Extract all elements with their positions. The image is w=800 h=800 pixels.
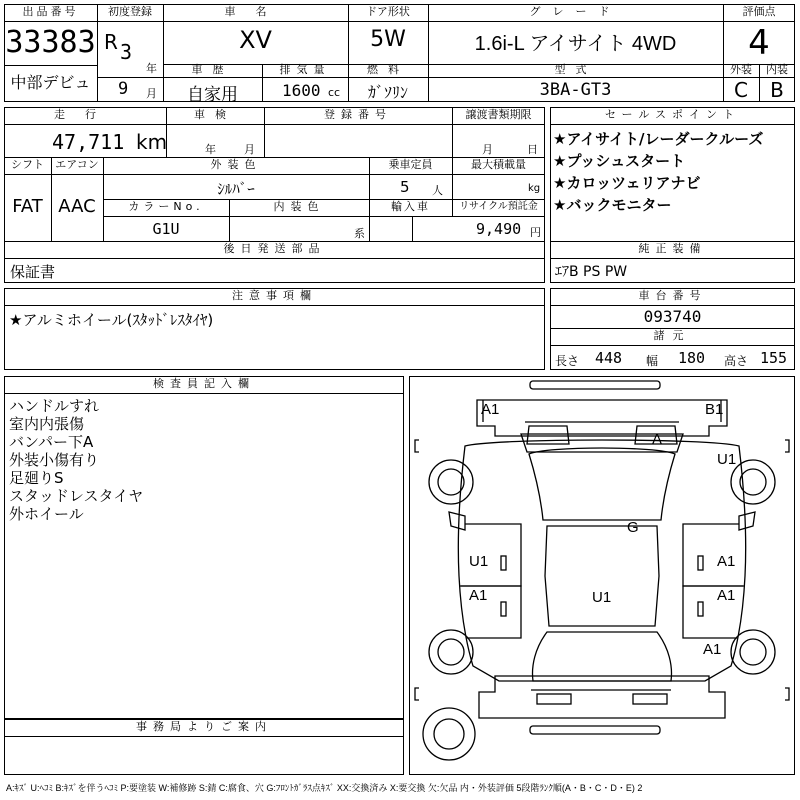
door-label: ドア形状 (366, 5, 410, 18)
transfer-day-unit: 日 (527, 143, 538, 156)
mark-u1-right-fender: U1 (717, 451, 737, 468)
import-label: 輸入車 (391, 200, 430, 213)
displacement-label: 排気量 (279, 63, 331, 76)
ac-label: エアコン (55, 158, 99, 171)
load-label: 最大積載量 (471, 158, 526, 171)
sales-point-item: ★アイサイト/レーダークルーズ (553, 130, 764, 148)
car-damage-diagram (409, 376, 796, 776)
later-parts-label: 後日発送部品 (223, 242, 326, 255)
mileage-unit: km (136, 130, 168, 154)
inspector-line: 室内内張傷 (9, 415, 85, 433)
year-unit: 年 (146, 62, 157, 75)
grade-label: グレード (529, 5, 622, 18)
inspector-line: 足廻りS (9, 469, 64, 487)
mark-u1-center: U1 (592, 589, 612, 606)
legend-text: A:ｷｽﾞ U:ﾍｺﾐ B:ｷｽﾞを伴うﾍｺﾐ P:要塗装 W:補修跡 S:錆 C:腐食、穴 G:ﾌﾛﾝﾄｶﾞﾗｽ点ｷｽﾞ XX:交換済み X:要交換 欠:欠品 内・外装評価 5段階ﾗﾝｸ順(A・B・C・D・E) 2 (6, 783, 643, 793)
history-label: 車歴 (191, 63, 234, 76)
interior-color-unit: 系 (354, 227, 365, 240)
int-grade: B (770, 78, 784, 102)
inspector-line: ハンドルすれ (9, 397, 100, 415)
inspection-month-unit: 月 (244, 143, 255, 156)
length-label: 長さ (555, 354, 580, 368)
exterior-color-label: 外装色 (210, 158, 262, 171)
sales-point-item: ★バックモニター (553, 196, 672, 214)
inspection-label: 車検 (194, 108, 236, 121)
score-label: 評価点 (742, 5, 776, 18)
transfer-month-unit: 月 (482, 143, 493, 156)
transfer-label: 譲渡書類期限 (465, 108, 532, 121)
office-label: 事務局よりご案内 (136, 720, 272, 733)
capacity-unit: 人 (432, 184, 443, 197)
color-no-label: カラーNo. (128, 200, 204, 213)
car-name: XV (239, 26, 272, 54)
notes-label: 注意事項欄 (232, 289, 317, 302)
recycle-value: 9,490 (476, 220, 522, 238)
car-outline (410, 377, 795, 775)
month-unit: 月 (146, 87, 157, 100)
model-value: 3BA-GT3 (539, 80, 612, 100)
width-label: 幅 (646, 354, 659, 368)
interior-color-label: 内装色 (273, 200, 325, 213)
color-no-value: G1U (152, 220, 180, 238)
capacity-value: 5 (400, 178, 410, 196)
ext-label: 外装 (730, 63, 752, 76)
mark-u1-left: U1 (469, 553, 489, 570)
length-value: 448 (595, 349, 623, 367)
era-prefix: R (104, 30, 118, 54)
inspector-line: 外装小傷有り (9, 451, 100, 469)
lot-label: 出品番号 (22, 5, 79, 18)
model-label: 型式 (554, 63, 597, 76)
inspector-line: バンパー下A (9, 433, 94, 451)
mark-a1-left: A1 (469, 587, 488, 604)
mark-a1-front-left: A1 (481, 401, 500, 418)
later-parts-value: 保証書 (10, 263, 56, 281)
ext-grade: C (734, 78, 748, 102)
height-label: 高さ (724, 354, 749, 368)
reg-number-label: 登録番号 (324, 108, 392, 121)
inspector-line: スタッドレスタイヤ (9, 487, 144, 505)
chassis-label: 車台番号 (638, 289, 707, 302)
first-reg-label: 初度登録 (108, 5, 152, 18)
int-label: 内装 (766, 63, 788, 76)
grade-value: 1.6i-L アイサイト 4WD (474, 33, 677, 55)
dims-label: 諸元 (653, 329, 692, 342)
mileage-value: 47,711 (52, 130, 125, 154)
mark-a1-rear-right: A1 (703, 641, 722, 658)
score-value: 4 (748, 23, 770, 63)
fuel-value: ｶﾞｿﾘﾝ (367, 83, 408, 102)
genuine-label: 純正装備 (638, 242, 707, 255)
mark-b1-front-right: B1 (705, 401, 724, 418)
chassis-value: 093740 (643, 307, 702, 326)
ac-value: AAC (58, 196, 96, 217)
recycle-label: リサイクル預託金 (459, 201, 538, 212)
reg-month: 9 (118, 79, 129, 99)
notes-value: ★アルミホイール(ｽﾀｯﾄﾞﾚｽﾀｲﾔ) (9, 311, 214, 329)
exterior-color-value: ｼﾙﾊﾞｰ (217, 180, 255, 198)
height-value: 155 (760, 349, 788, 367)
shift-label: シフト (11, 158, 44, 171)
history-value: 自家用 (187, 85, 238, 105)
inspection-year-unit: 年 (205, 143, 216, 156)
sales-point-item: ★プッシュスタート (553, 152, 686, 170)
shift-value: FAT (12, 196, 43, 217)
displacement-value: 1600 (282, 81, 321, 100)
inspector-label: 検査員記入欄 (153, 377, 255, 390)
mark-a1-right-front: A1 (717, 553, 736, 570)
fuel-label: 燃料 (367, 63, 409, 76)
mileage-label: 走行 (54, 108, 116, 121)
door-type: 5W (370, 27, 406, 52)
sales-point-item: ★カロッツェリアナビ (553, 174, 701, 192)
displacement-unit: cc (328, 86, 341, 99)
mark-g-roof: G (627, 519, 639, 536)
inspector-line: 外ホイール (9, 505, 84, 523)
capacity-label: 乗車定員 (388, 158, 433, 171)
mark-a1-right-rear: A1 (717, 587, 736, 604)
genuine-value: ｴｱB PS PW (555, 264, 628, 280)
mark-a-front: A (652, 431, 663, 448)
load-unit: kg (528, 183, 541, 194)
recycle-unit: 円 (530, 226, 541, 239)
lot-number: 33383 (5, 25, 96, 60)
width-value: 180 (678, 349, 706, 367)
car-name-label: 車名 (224, 5, 287, 18)
sales-points-label: セールスポイント (604, 108, 740, 121)
debut-label: 中部デビュ (10, 73, 91, 92)
reg-year: 3 (120, 40, 133, 64)
